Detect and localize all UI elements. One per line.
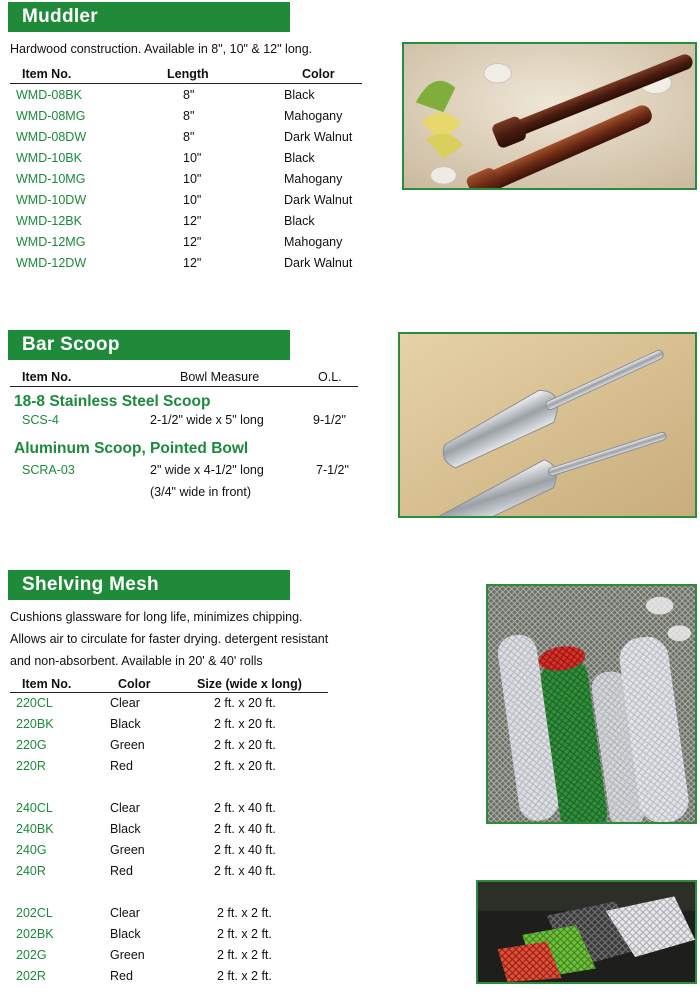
muddler-item-no: WMD-08BK [16, 88, 82, 102]
mesh-item-no: 220G [16, 738, 47, 752]
mesh-item-no: 220R [16, 759, 46, 773]
muddler-header-color: Color [302, 67, 335, 81]
muddler-description: Hardwood construction. Available in 8", 10" & 12" long. [10, 42, 313, 56]
mesh-size: 2 ft. x 40 ft. [214, 822, 276, 836]
aluminum-scoop-bowl: 2" wide x 4-1/2" long [150, 463, 264, 477]
mesh-color: Green [110, 738, 145, 752]
muddler-color: Dark Walnut [284, 193, 353, 207]
aluminum-scoop-note: (3/4" wide in front) [150, 485, 252, 499]
mesh-color: Clear [110, 906, 140, 920]
muddler-item-no: WMD-10BK [16, 151, 82, 165]
shelving-mesh-header-item: Item No. [22, 677, 72, 691]
muddler-header-item: Item No. [22, 67, 72, 81]
mesh-color: Clear [110, 696, 140, 710]
stainless-scoop-name: 18-8 Stainless Steel Scoop [14, 393, 211, 410]
muddler-color: Black [284, 214, 315, 228]
muddler-photo [402, 42, 697, 190]
muddler-length: 12" [183, 235, 202, 249]
mesh-size: 2 ft. x 40 ft. [214, 801, 276, 815]
mesh-color: Black [110, 927, 141, 941]
stainless-scoop-bowl: 2-1/2" wide x 5" long [150, 413, 264, 427]
muddler-color: Mahogany [284, 172, 343, 186]
mesh-item-no: 240R [16, 864, 46, 878]
muddler-item-no: WMD-12BK [16, 214, 82, 228]
muddler-length: 8" [183, 130, 195, 144]
bar-scoop-header-ol: O.L. [318, 370, 342, 384]
muddler-item-no: WMD-10DW [16, 193, 87, 207]
muddler-item-no: WMD-10MG [16, 172, 86, 186]
mesh-item-no: 240CL [16, 801, 53, 815]
muddler-header-rule [10, 83, 362, 84]
aluminum-scoop-name: Aluminum Scoop, Pointed Bowl [14, 440, 249, 457]
shelving-mesh-description-line-1: Cushions glassware for long life, minimizes chipping. [10, 610, 303, 624]
mesh-size: 2 ft. x 20 ft. [214, 759, 276, 773]
bar-scoop-header-rule [10, 386, 358, 387]
stainless-scoop-ol: 9-1/2" [313, 413, 346, 427]
mesh-size: 2 ft. x 40 ft. [214, 843, 276, 857]
mesh-color: Green [110, 948, 145, 962]
muddler-color: Black [284, 151, 315, 165]
mesh-color: Clear [110, 801, 140, 815]
muddler-color: Black [284, 88, 315, 102]
muddler-length: 10" [183, 172, 202, 186]
muddler-length: 10" [183, 151, 202, 165]
mesh-color: Black [110, 822, 141, 836]
mesh-size: 2 ft. x 20 ft. [214, 738, 276, 752]
shelving-mesh-header-color: Color [118, 677, 151, 691]
mesh-color: Black [110, 717, 141, 731]
mesh-item-no: 220CL [16, 696, 53, 710]
muddler-header-length: Length [167, 67, 209, 81]
mesh-item-no: 202R [16, 969, 46, 983]
bar-scoop-header-item: Item No. [22, 370, 72, 384]
mesh-size: 2 ft. x 20 ft. [214, 717, 276, 731]
bar-scoop-header-bowl: Bowl Measure [180, 370, 260, 384]
mesh-size: 2 ft. x 2 ft. [217, 927, 272, 941]
mesh-size: 2 ft. x 2 ft. [217, 948, 272, 962]
muddler-color: Mahogany [284, 109, 343, 123]
mesh-item-no: 202CL [16, 906, 53, 920]
mesh-item-no: 220BK [16, 717, 54, 731]
muddler-item-no: WMD-12DW [16, 256, 87, 270]
shelving-mesh-sheets-photo [476, 880, 697, 984]
mesh-size: 2 ft. x 20 ft. [214, 696, 276, 710]
mesh-size: 2 ft. x 2 ft. [217, 906, 272, 920]
shelving-mesh-rolls-photo [486, 584, 697, 824]
shelving-mesh-header-rule [10, 692, 328, 693]
shelving-mesh-section-banner: Shelving Mesh [8, 570, 290, 600]
mesh-item-no: 202G [16, 948, 47, 962]
bar-scoop-photo [398, 332, 697, 518]
muddler-length: 8" [183, 88, 195, 102]
shelving-mesh-description-line-3: and non-absorbent. Available in 20' & 40' rolls [10, 654, 263, 668]
mesh-item-no: 202BK [16, 927, 54, 941]
aluminum-scoop-item: SCRA-03 [22, 463, 75, 477]
muddler-section-banner: Muddler [8, 2, 290, 32]
muddler-length: 12" [183, 214, 202, 228]
muddler-length: 12" [183, 256, 202, 270]
muddler-length: 10" [183, 193, 202, 207]
mesh-size: 2 ft. x 2 ft. [217, 969, 272, 983]
mesh-item-no: 240BK [16, 822, 54, 836]
aluminum-scoop-ol: 7-1/2" [316, 463, 349, 477]
mesh-color: Red [110, 759, 133, 773]
mesh-size: 2 ft. x 40 ft. [214, 864, 276, 878]
muddler-color: Dark Walnut [284, 256, 353, 270]
mesh-item-no: 240G [16, 843, 47, 857]
shelving-mesh-description-line-2: Allows air to circulate for faster drying. detergent resistant [10, 632, 329, 646]
muddler-color: Dark Walnut [284, 130, 353, 144]
muddler-item-no: WMD-08DW [16, 130, 87, 144]
mesh-color: Green [110, 843, 145, 857]
stainless-scoop-item: SCS-4 [22, 413, 59, 427]
muddler-item-no: WMD-08MG [16, 109, 86, 123]
muddler-color: Mahogany [284, 235, 343, 249]
shelving-mesh-header-size: Size (wide x long) [197, 677, 302, 691]
mesh-color: Red [110, 969, 133, 983]
mesh-color: Red [110, 864, 133, 878]
muddler-length: 8" [183, 109, 195, 123]
bar-scoop-section-banner: Bar Scoop [8, 330, 290, 360]
muddler-item-no: WMD-12MG [16, 235, 86, 249]
